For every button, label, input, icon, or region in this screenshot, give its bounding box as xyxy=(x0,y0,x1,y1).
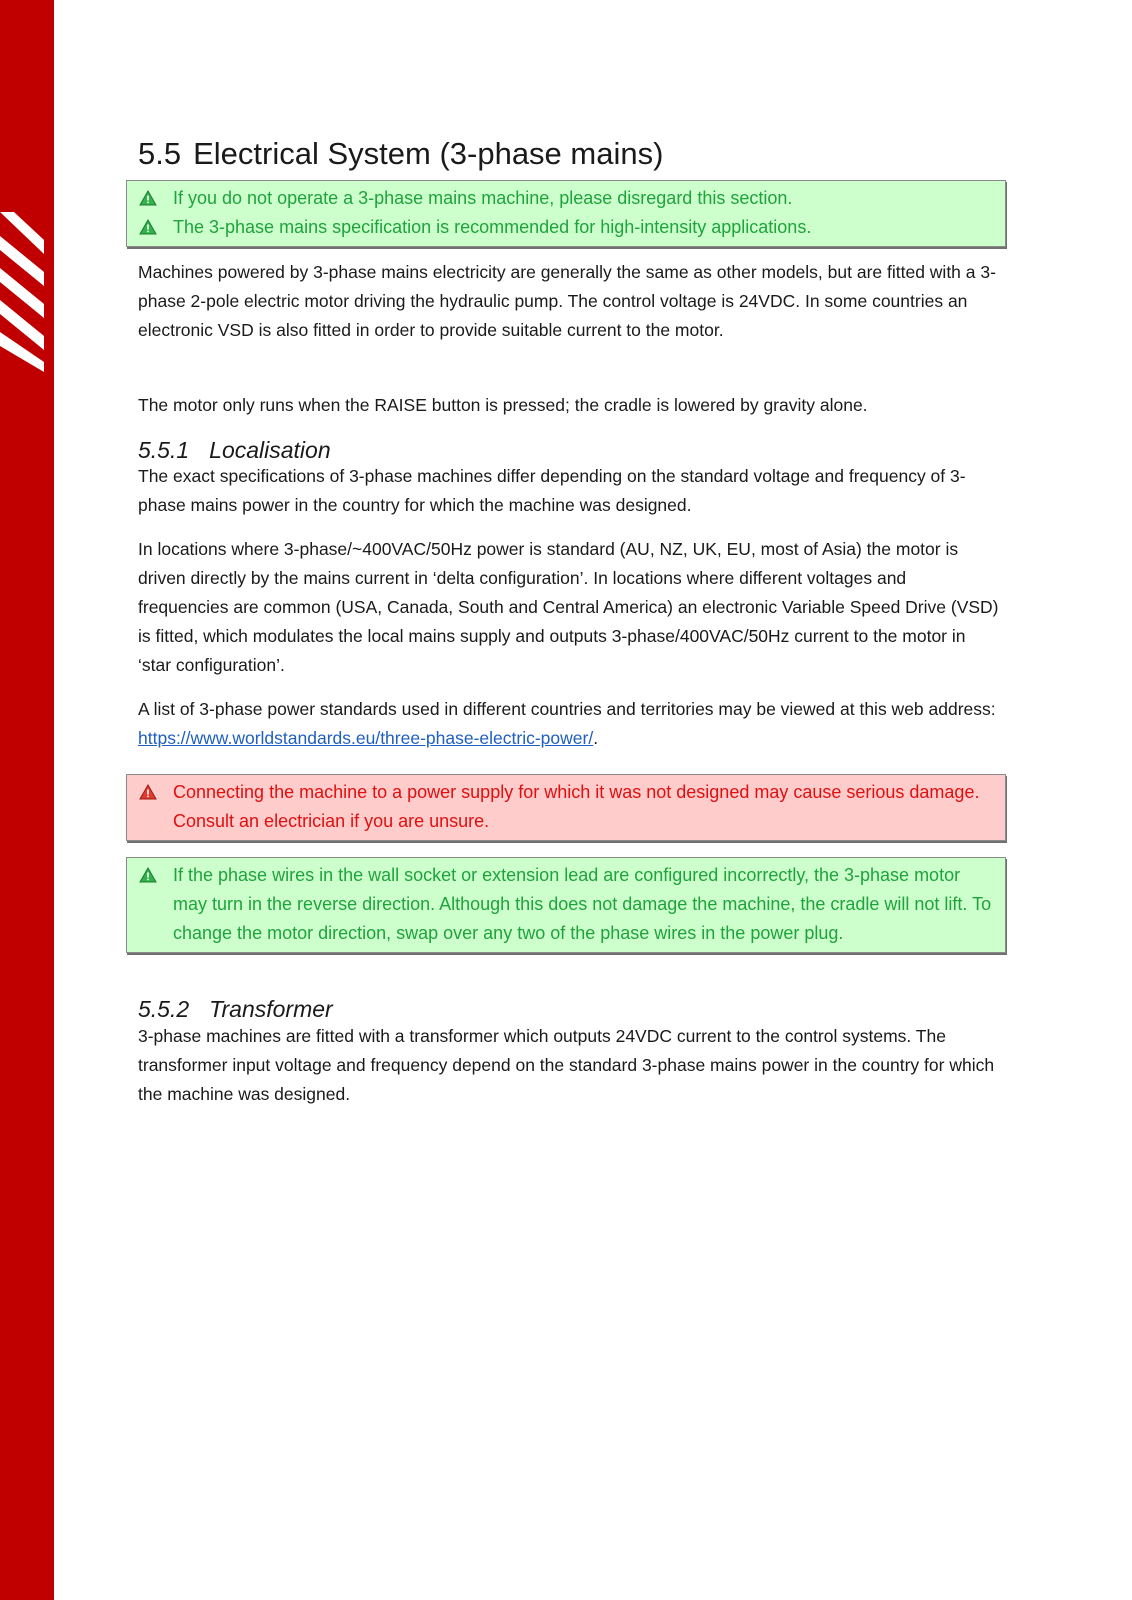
info-note-2 xyxy=(139,213,993,242)
info-note-1-text: If you do not operate a 3-phase mains machine, please disregard this section. xyxy=(173,188,793,208)
warning-triangle-icon xyxy=(139,219,157,235)
subsection-heading-localisation xyxy=(138,437,331,464)
subsection-heading-transformer xyxy=(138,996,333,1023)
warning-triangle-icon xyxy=(139,190,157,206)
transformer-paragraph-1: 3-phase machines are fitted with a transformer which outputs 24VDC current to the control systems. The transformer input voltage and frequency depend on the standard 3-phase mains power in the country for which the machine was designed. xyxy=(138,1026,995,1104)
warning-box-red xyxy=(126,774,1006,841)
info-note-1 xyxy=(139,184,993,213)
intro-paragraph-1: Machines powered by 3-phase mains electricity are generally the same as other models, but are fitted with a 3-phase 2-pole electric motor driving the hydraulic pump. The control voltage is 24VDC. In some countries an electronic VSD is also fitted in order to provide suitable current to the motor. xyxy=(138,262,996,340)
subsection-number: 5.5.2 xyxy=(138,996,190,1022)
subsection-title: Localisation xyxy=(209,437,331,463)
localisation-paragraph-1: The exact specifications of 3-phase machines differ depending on the standard voltage and frequency of 3-phase mains power in the country for which the machine was designed. xyxy=(138,466,966,515)
info-box-top xyxy=(126,180,1006,247)
subsection-number: 5.5.1 xyxy=(138,437,190,463)
section-title: Electrical System (3-phase mains) xyxy=(193,136,664,171)
diagonal-stripes-decoration xyxy=(0,212,54,372)
power-standards-link[interactable]: https://www.worldstandards.eu/three-phase-electric-power/ xyxy=(138,728,594,748)
info-note-2-text: The 3-phase mains specification is recommended for high-intensity applications. xyxy=(173,217,812,237)
info-box-phase-wires xyxy=(126,857,1006,953)
localisation-paragraph-2: In locations where 3-phase/~400VAC/50Hz power is standard (AU, NZ, UK, EU, most of Asia) the motor is driven directly by the mains current in ‘delta configuration’. In locations where different voltages and frequencies are common (USA, Canada, South and Central America) an electronic Variable Speed Drive (VSD) is fitted, which modulates the local mains supply and outputs 3-phase/400VAC/50Hz current to the motor in ‘star configuration’. xyxy=(138,539,999,675)
section-heading xyxy=(138,136,663,172)
intro-paragraph-2: The motor only runs when the RAISE button is pressed; the cradle is lowered by gravity alone. xyxy=(138,395,868,415)
subsection-title: Transformer xyxy=(209,996,333,1022)
warning-note-red-text: Connecting the machine to a power supply for which it was not designed may cause serious damage. Consult an electrician if you are unsure. xyxy=(173,782,980,831)
info-note-phase-wires-text: If the phase wires in the wall socket or extension lead are configured incorrectly, the 3-phase motor may turn in the reverse direction. Although this does not damage the machine, the cradle will not lift. To change the motor direction, swap over any two of the phase wires in the power plug. xyxy=(173,865,992,943)
localisation-paragraph-3-end: . xyxy=(593,728,599,748)
localisation-paragraph-3-text: A list of 3-phase power standards used in different countries and territories may be viewed at this web address: xyxy=(138,699,996,719)
localisation-paragraph-3 xyxy=(138,695,1000,753)
section-number: 5.5 xyxy=(138,136,182,171)
info-note-phase-wires xyxy=(139,861,993,948)
warning-note-red xyxy=(139,778,993,836)
side-brand-bar xyxy=(0,0,54,1600)
warning-triangle-icon xyxy=(139,784,157,800)
warning-triangle-icon xyxy=(139,867,157,883)
